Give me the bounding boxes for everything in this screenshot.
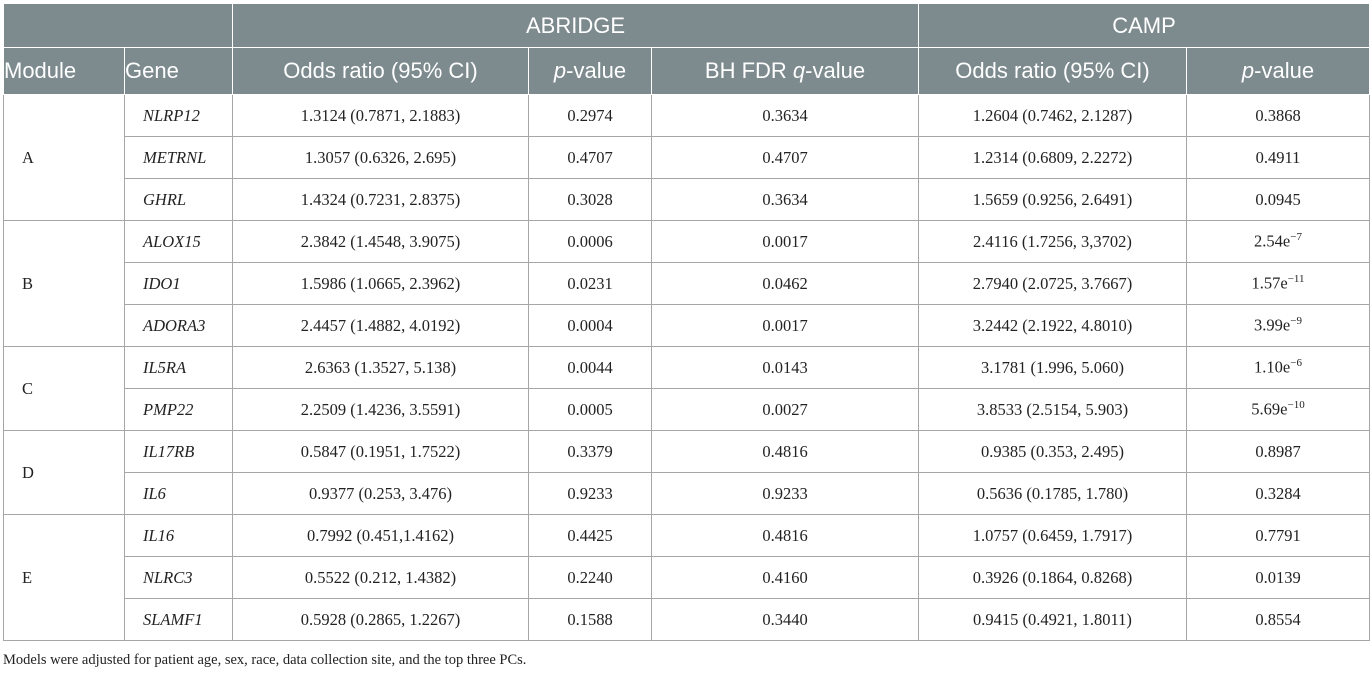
col-header-p-camp: [1187, 48, 1370, 95]
col-header-fdr-abridge: [652, 48, 919, 95]
or-camp-cell: 0.9385 (0.353, 2.495): [919, 431, 1187, 473]
group-header-camp: CAMP: [919, 4, 1370, 48]
p-camp-cell: [1187, 95, 1370, 137]
table-footnote: Models were adjusted for patient age, sex, race, data collection site, and the top three PCs.: [3, 652, 527, 668]
p-camp-cell: [1187, 305, 1370, 347]
table-row: [4, 347, 1370, 389]
module-cell: E: [4, 515, 125, 641]
or-camp-cell: 2.7940 (2.0725, 3.7667): [919, 263, 1187, 305]
or-camp-cell: 0.5636 (0.1785, 1.780): [919, 473, 1187, 515]
p-camp-value: 0.0139: [1255, 567, 1301, 587]
or-camp-cell: 1.0757 (0.6459, 1.7917): [919, 515, 1187, 557]
table-row: [4, 431, 1370, 473]
column-header-row: [4, 48, 1370, 95]
gene-cell: ADORA3: [125, 305, 233, 347]
p-camp-exponent: −10: [1287, 399, 1305, 412]
gene-cell: IL6: [125, 473, 233, 515]
p-camp-value: 0.0945: [1255, 189, 1301, 209]
fdr-abridge-cell: 0.4160: [652, 557, 919, 599]
or-abridge-cell: 0.7992 (0.451,1.4162): [233, 515, 529, 557]
or-abridge-cell: 2.3842 (1.4548, 3.9075): [233, 221, 529, 263]
p-camp-exponent: −9: [1290, 315, 1302, 328]
p-abridge-cell: 0.0231: [529, 263, 652, 305]
p-camp-value: 1.10e: [1254, 357, 1291, 377]
gene-cell: IL17RB: [125, 431, 233, 473]
p-abridge-cell: 0.4425: [529, 515, 652, 557]
table-row: [4, 263, 1370, 305]
p-camp-cell: [1187, 263, 1370, 305]
p-camp-exponent: −7: [1290, 231, 1302, 244]
p-suffix: -value: [566, 58, 627, 83]
or-abridge-cell: 1.3124 (0.7871, 2.1883): [233, 95, 529, 137]
or-abridge-cell: 2.6363 (1.3527, 5.138): [233, 347, 529, 389]
or-camp-cell: 1.5659 (0.9256, 2.6491): [919, 179, 1187, 221]
or-abridge-cell: 0.5522 (0.212, 1.4382): [233, 557, 529, 599]
or-abridge-cell: 1.4324 (0.7231, 2.8375): [233, 179, 529, 221]
fdr-abridge-cell: 0.9233: [652, 473, 919, 515]
p-camp-value: 0.3284: [1255, 483, 1301, 503]
table-row: [4, 515, 1370, 557]
p-abridge-cell: 0.0005: [529, 389, 652, 431]
p-abridge-cell: 0.2240: [529, 557, 652, 599]
or-abridge-cell: 0.5928 (0.2865, 1.2267): [233, 599, 529, 641]
fdr-abridge-cell: 0.4707: [652, 137, 919, 179]
p-camp-value: 0.3868: [1255, 105, 1301, 125]
col-header-module: Module: [4, 48, 125, 95]
fdr-abridge-cell: 0.0027: [652, 389, 919, 431]
p-italic: p: [553, 58, 567, 83]
gene-cell: IDO1: [125, 263, 233, 305]
or-camp-cell: 3.2442 (2.1922, 4.8010): [919, 305, 1187, 347]
p-camp-cell: [1187, 599, 1370, 641]
gene-cell: NLRP12: [125, 95, 233, 137]
or-abridge-cell: 1.5986 (1.0665, 2.3962): [233, 263, 529, 305]
p-camp-value: 2.54e: [1254, 231, 1291, 251]
fdr-abridge-cell: 0.3440: [652, 599, 919, 641]
header-blank-cell: [4, 4, 233, 48]
p-camp-cell: [1187, 221, 1370, 263]
fdr-abridge-cell: 0.4816: [652, 431, 919, 473]
table-row: [4, 179, 1370, 221]
gene-cell: METRNL: [125, 137, 233, 179]
p-abridge-cell: 0.3379: [529, 431, 652, 473]
p-camp-value: 0.7791: [1255, 525, 1301, 545]
or-abridge-cell: 0.5847 (0.1951, 1.7522): [233, 431, 529, 473]
col-header-gene: Gene: [125, 48, 233, 95]
p-camp-cell: [1187, 347, 1370, 389]
fdr-abridge-cell: 0.0462: [652, 263, 919, 305]
p-camp-cell: [1187, 515, 1370, 557]
fdr-abridge-cell: 0.3634: [652, 95, 919, 137]
results-table: [3, 3, 1370, 641]
or-abridge-cell: 2.4457 (1.4882, 4.0192): [233, 305, 529, 347]
or-camp-cell: 1.2314 (0.6809, 2.2272): [919, 137, 1187, 179]
group-header-abridge: ABRIDGE: [233, 4, 919, 48]
or-abridge-cell: 0.9377 (0.253, 3.476): [233, 473, 529, 515]
table-body: [4, 95, 1370, 641]
p-camp-exponent: −11: [1287, 273, 1305, 286]
fdr-abridge-cell: 0.0143: [652, 347, 919, 389]
p-camp-exponent: −6: [1290, 357, 1302, 370]
fdr-suffix: -value: [805, 58, 866, 83]
p-camp-cell: [1187, 431, 1370, 473]
p-abridge-cell: 0.1588: [529, 599, 652, 641]
p-camp-cell: [1187, 389, 1370, 431]
or-camp-cell: 2.4116 (1.7256, 3,3702): [919, 221, 1187, 263]
module-cell: B: [4, 221, 125, 347]
p-abridge-cell: 0.2974: [529, 95, 652, 137]
fdr-abridge-cell: 0.0017: [652, 221, 919, 263]
or-camp-cell: 1.2604 (0.7462, 2.1287): [919, 95, 1187, 137]
or-camp-cell: 0.3926 (0.1864, 0.8268): [919, 557, 1187, 599]
p-abridge-cell: 0.0044: [529, 347, 652, 389]
p-camp-cell: [1187, 557, 1370, 599]
col-header-p-abridge: [529, 48, 652, 95]
group-header-row: [4, 4, 1370, 48]
gene-cell: SLAMF1: [125, 599, 233, 641]
or-abridge-cell: 2.2509 (1.4236, 3.5591): [233, 389, 529, 431]
p-camp-value: 0.8987: [1255, 441, 1301, 461]
or-camp-cell: 0.9415 (0.4921, 1.8011): [919, 599, 1187, 641]
fdr-abridge-cell: 0.0017: [652, 305, 919, 347]
module-cell: C: [4, 347, 125, 431]
module-cell: D: [4, 431, 125, 515]
gene-cell: IL16: [125, 515, 233, 557]
p-suffix: -value: [1254, 58, 1315, 83]
table-row: [4, 557, 1370, 599]
gene-cell: GHRL: [125, 179, 233, 221]
gene-cell: PMP22: [125, 389, 233, 431]
p-camp-value: 1.57e: [1251, 273, 1288, 293]
p-abridge-cell: 0.9233: [529, 473, 652, 515]
table-row: [4, 137, 1370, 179]
gene-cell: NLRC3: [125, 557, 233, 599]
p-camp-cell: [1187, 179, 1370, 221]
table-row: [4, 95, 1370, 137]
table-row: [4, 389, 1370, 431]
p-abridge-cell: 0.3028: [529, 179, 652, 221]
fdr-abridge-cell: 0.3634: [652, 179, 919, 221]
p-italic: p: [1241, 58, 1255, 83]
table-row: [4, 305, 1370, 347]
p-camp-value: 3.99e: [1254, 315, 1291, 335]
p-camp-value: 5.69e: [1251, 399, 1288, 419]
p-camp-cell: [1187, 137, 1370, 179]
gene-cell: ALOX15: [125, 221, 233, 263]
fdr-prefix: BH FDR: [704, 58, 793, 83]
col-header-or-abridge: Odds ratio (95% CI): [233, 48, 529, 95]
p-camp-value: 0.4911: [1255, 147, 1301, 167]
or-abridge-cell: 1.3057 (0.6326, 2.695): [233, 137, 529, 179]
p-camp-cell: [1187, 473, 1370, 515]
gene-cell: IL5RA: [125, 347, 233, 389]
p-abridge-cell: 0.0006: [529, 221, 652, 263]
or-camp-cell: 3.8533 (2.5154, 5.903): [919, 389, 1187, 431]
module-cell: A: [4, 95, 125, 221]
table-row: [4, 473, 1370, 515]
table-row: [4, 221, 1370, 263]
fdr-abridge-cell: 0.4816: [652, 515, 919, 557]
or-camp-cell: 3.1781 (1.996, 5.060): [919, 347, 1187, 389]
table-row: [4, 599, 1370, 641]
col-header-or-camp: Odds ratio (95% CI): [919, 48, 1187, 95]
p-abridge-cell: 0.0004: [529, 305, 652, 347]
p-camp-value: 0.8554: [1255, 609, 1301, 629]
p-abridge-cell: 0.4707: [529, 137, 652, 179]
q-italic: q: [792, 58, 806, 83]
